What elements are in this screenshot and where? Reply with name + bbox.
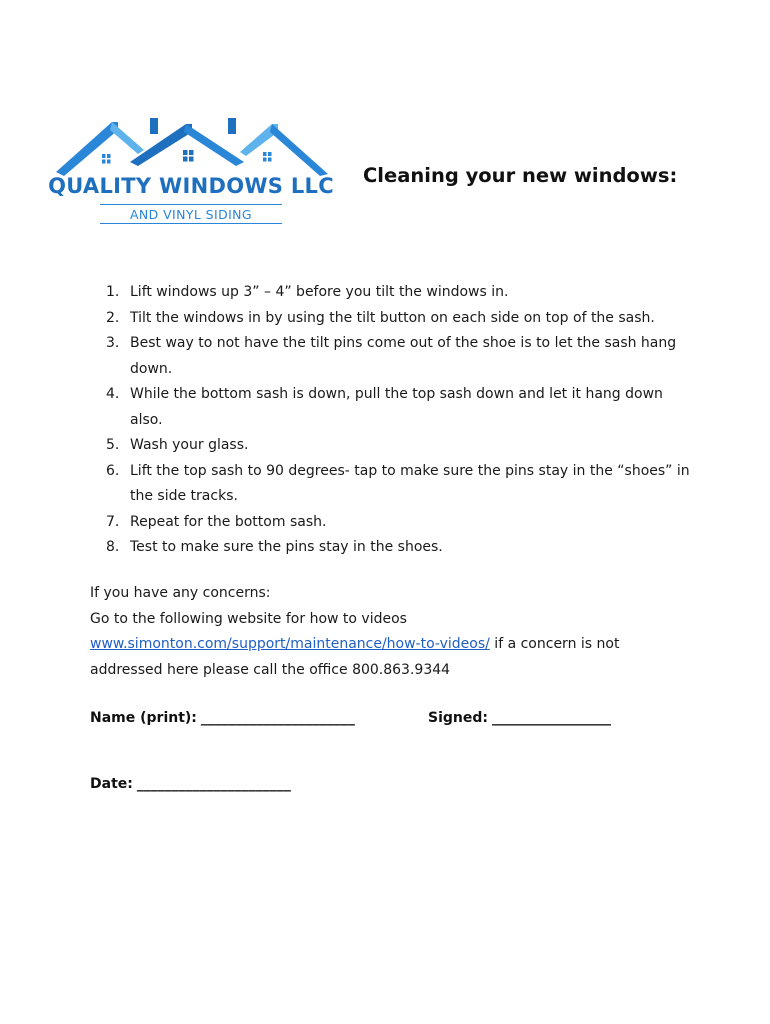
- step-text: Lift windows up 3” – 4” before you tilt the windows in.: [130, 284, 509, 300]
- step-text: While the bottom sash is down, pull the top sash down and let it hang down also.: [130, 386, 663, 428]
- page-title: Cleaning your new windows:: [363, 164, 678, 187]
- company-logo: [34, 116, 348, 228]
- step-text: Best way to not have the tilt pins come out of the shoe is to let the sash hang down.: [130, 335, 677, 377]
- signed-field: [428, 710, 611, 726]
- list-item: [90, 331, 690, 382]
- signed-label: Signed:: [428, 710, 488, 726]
- step-text: Wash your glass.: [130, 437, 249, 453]
- step-number: 6.: [106, 462, 120, 479]
- concerns-heading: If you have any concerns:: [90, 585, 271, 601]
- name-print-label: Name (print):: [90, 710, 197, 726]
- list-item: [90, 510, 690, 536]
- logo-divider: [100, 223, 282, 224]
- cleaning-steps-list: [90, 280, 690, 561]
- step-number: 2.: [106, 309, 120, 326]
- list-item: [90, 306, 690, 332]
- step-number: 3.: [106, 335, 120, 351]
- concerns-intro: Go to the following website for how to videos: [90, 610, 407, 627]
- house-roofline-logo-icon: [34, 116, 348, 178]
- concerns-section: [90, 581, 690, 683]
- step-number: 4.: [106, 386, 120, 402]
- logo-tagline: AND VINYL SIDING: [129, 207, 253, 222]
- signed-blank[interactable]: _________________: [492, 710, 611, 726]
- list-item: [90, 433, 690, 459]
- date-blank[interactable]: ______________________: [136, 776, 291, 792]
- step-number: 8.: [106, 539, 120, 555]
- logo-divider: [100, 204, 282, 205]
- name-print-field: [90, 710, 355, 726]
- logo-company-name: QUALITY WINDOWS LLC: [48, 174, 334, 198]
- step-text: Test to make sure the pins stay in the shoes.: [130, 539, 443, 555]
- list-item: [90, 535, 690, 561]
- date-field: [90, 776, 291, 792]
- concerns-contact-text: if a concern is not addressed here please call the office 800.863.9344: [90, 636, 620, 678]
- how-to-videos-link[interactable]: www.simonton.com/support/maintenance/how-to-videos/: [90, 636, 490, 652]
- step-text: Repeat for the bottom sash.: [130, 513, 327, 530]
- list-item: [90, 382, 690, 433]
- step-number: 5.: [106, 437, 120, 453]
- date-label: Date:: [90, 776, 133, 792]
- list-item: [90, 280, 690, 306]
- list-item: [90, 459, 690, 510]
- step-text: Tilt the windows in by using the tilt button on each side on top of the sash.: [130, 309, 655, 326]
- name-print-blank[interactable]: ______________________: [200, 710, 355, 726]
- step-text: Lift the top sash to 90 degrees- tap to make sure the pins stay in the “shoes” in the side tracks.: [130, 462, 690, 504]
- step-number: 1.: [106, 284, 120, 300]
- concerns-body: [90, 632, 690, 683]
- step-number: 7.: [106, 513, 120, 530]
